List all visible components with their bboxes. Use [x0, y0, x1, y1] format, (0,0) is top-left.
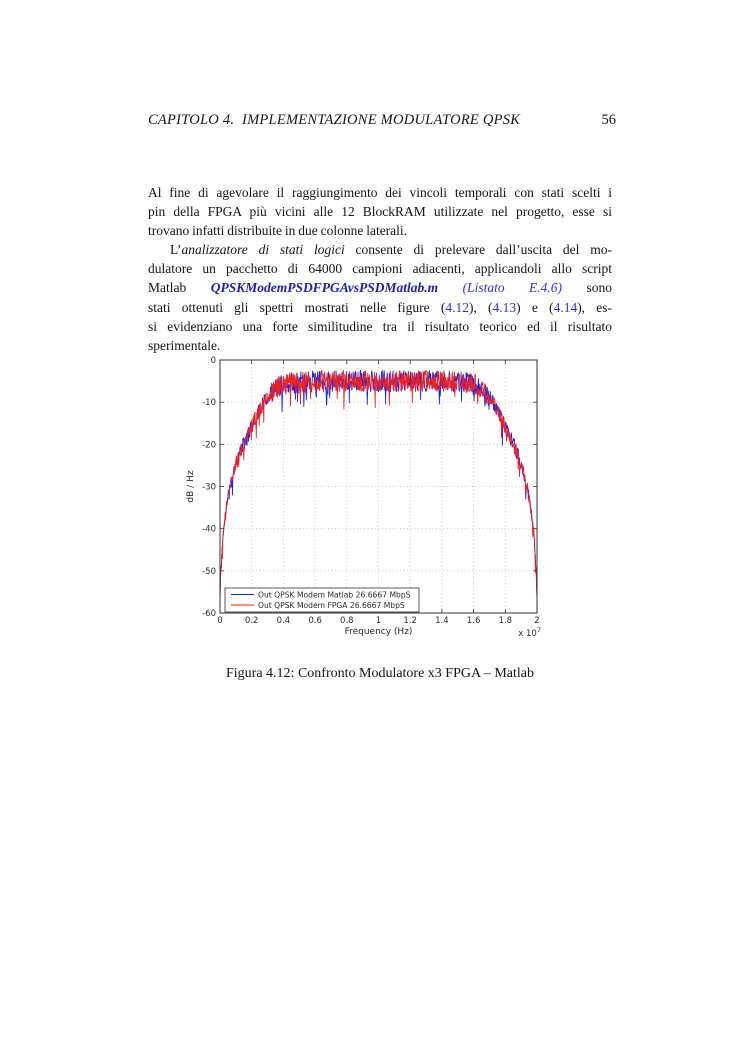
x-tick-label: 1.2: [403, 616, 417, 626]
text-line: [148, 183, 612, 202]
y-axis-label: dB / Hz: [186, 470, 196, 503]
text-line: [148, 240, 612, 259]
text-segment: pin della FPGA più vicini alle 12 BlockRAM utilizzate nel progetto, esse si: [148, 204, 612, 220]
text-line: [148, 298, 612, 317]
text-segment: [438, 280, 462, 295]
text-segment: ) e (: [516, 299, 554, 315]
running-header: [148, 112, 616, 129]
text-segment: sperimentale.: [148, 337, 221, 353]
text-segment: si evidenziano una forte similitudine tra il risultato teorico ed il risultato: [148, 318, 612, 334]
text-line: [148, 221, 612, 240]
x-axis-label: Frequency (Hz): [344, 627, 413, 637]
text-segment: L’: [170, 242, 182, 258]
x-tick-label: 1.4: [435, 616, 449, 626]
x-tick-label: 1.8: [498, 616, 513, 626]
page-number: 56: [601, 112, 616, 128]
body-text: [148, 183, 612, 355]
text-line: [148, 202, 612, 221]
text-segment: ), (: [468, 299, 493, 315]
y-tick-label: 0: [210, 356, 216, 366]
x-tick-label: 1: [375, 616, 382, 626]
listato-link[interactable]: (Listato E.4.6): [462, 280, 563, 296]
text-segment: Al fine di agevolare il raggiungimento dei vincoli temporali con stati scelti i: [148, 185, 612, 200]
text-segment: ), es-: [577, 299, 612, 315]
legend-entry: Out QPSK Modem Matlab 26.6667 MbpS: [258, 590, 411, 600]
figure-4-12: [178, 350, 558, 646]
x-tick-label: 0.6: [308, 616, 322, 626]
text-segment: analizzatore di stati logici: [181, 242, 345, 258]
y-tick-label: -20: [202, 440, 216, 451]
x-axis-multiplier: x $10^7$: [518, 626, 541, 639]
text-line: [148, 259, 612, 278]
y-tick-label: -10: [202, 398, 216, 409]
text-segment: dulatore un pacchetto di 64000 campioni adiacenti, applicandoli allo script: [148, 261, 612, 277]
x-tick-label: 0: [217, 616, 223, 626]
script-link[interactable]: QPSKModemPSDFPGAvsPSDMatlab.m: [210, 280, 439, 296]
text-segment: consente di prelevare dall’uscita del mo-: [344, 242, 612, 258]
text-segment: Matlab: [148, 280, 211, 296]
psd-chart: [178, 350, 558, 646]
x-tick-label: 2: [534, 616, 540, 626]
text-segment: trovano infatti distribuite in due colonne laterali.: [148, 223, 408, 239]
x-tick-label: 0.4: [276, 616, 291, 626]
figref-4-14[interactable]: 4.14: [553, 299, 578, 315]
x-tick-label: 1.6: [466, 616, 481, 626]
x-tick-label: 0.2: [244, 616, 259, 626]
x-tick-label: 0.8: [340, 616, 354, 626]
text-line: [148, 278, 612, 297]
y-tick-label: -60: [202, 609, 216, 619]
figref-4-13[interactable]: 4.13: [492, 299, 517, 315]
y-tick-label: -30: [202, 482, 216, 493]
legend-entry: Out QPSK Modem FPGA 26.6667 MbpS: [258, 600, 405, 610]
text-segment: sono: [562, 280, 612, 296]
y-tick-label: -50: [202, 566, 216, 577]
text-line: [148, 317, 612, 336]
figure-caption: Figura 4.12: Confronto Modulatore x3 FPGA – Matlab: [226, 666, 534, 681]
text-segment: stati ottenuti gli spettri mostrati nelle figure (: [148, 299, 446, 315]
y-tick-label: -40: [202, 524, 216, 535]
figref-4-12[interactable]: 4.12: [445, 299, 469, 315]
chapter-header-title: CAPITOLO 4. IMPLEMENTAZIONE MODULATORE QPSK: [148, 112, 521, 128]
